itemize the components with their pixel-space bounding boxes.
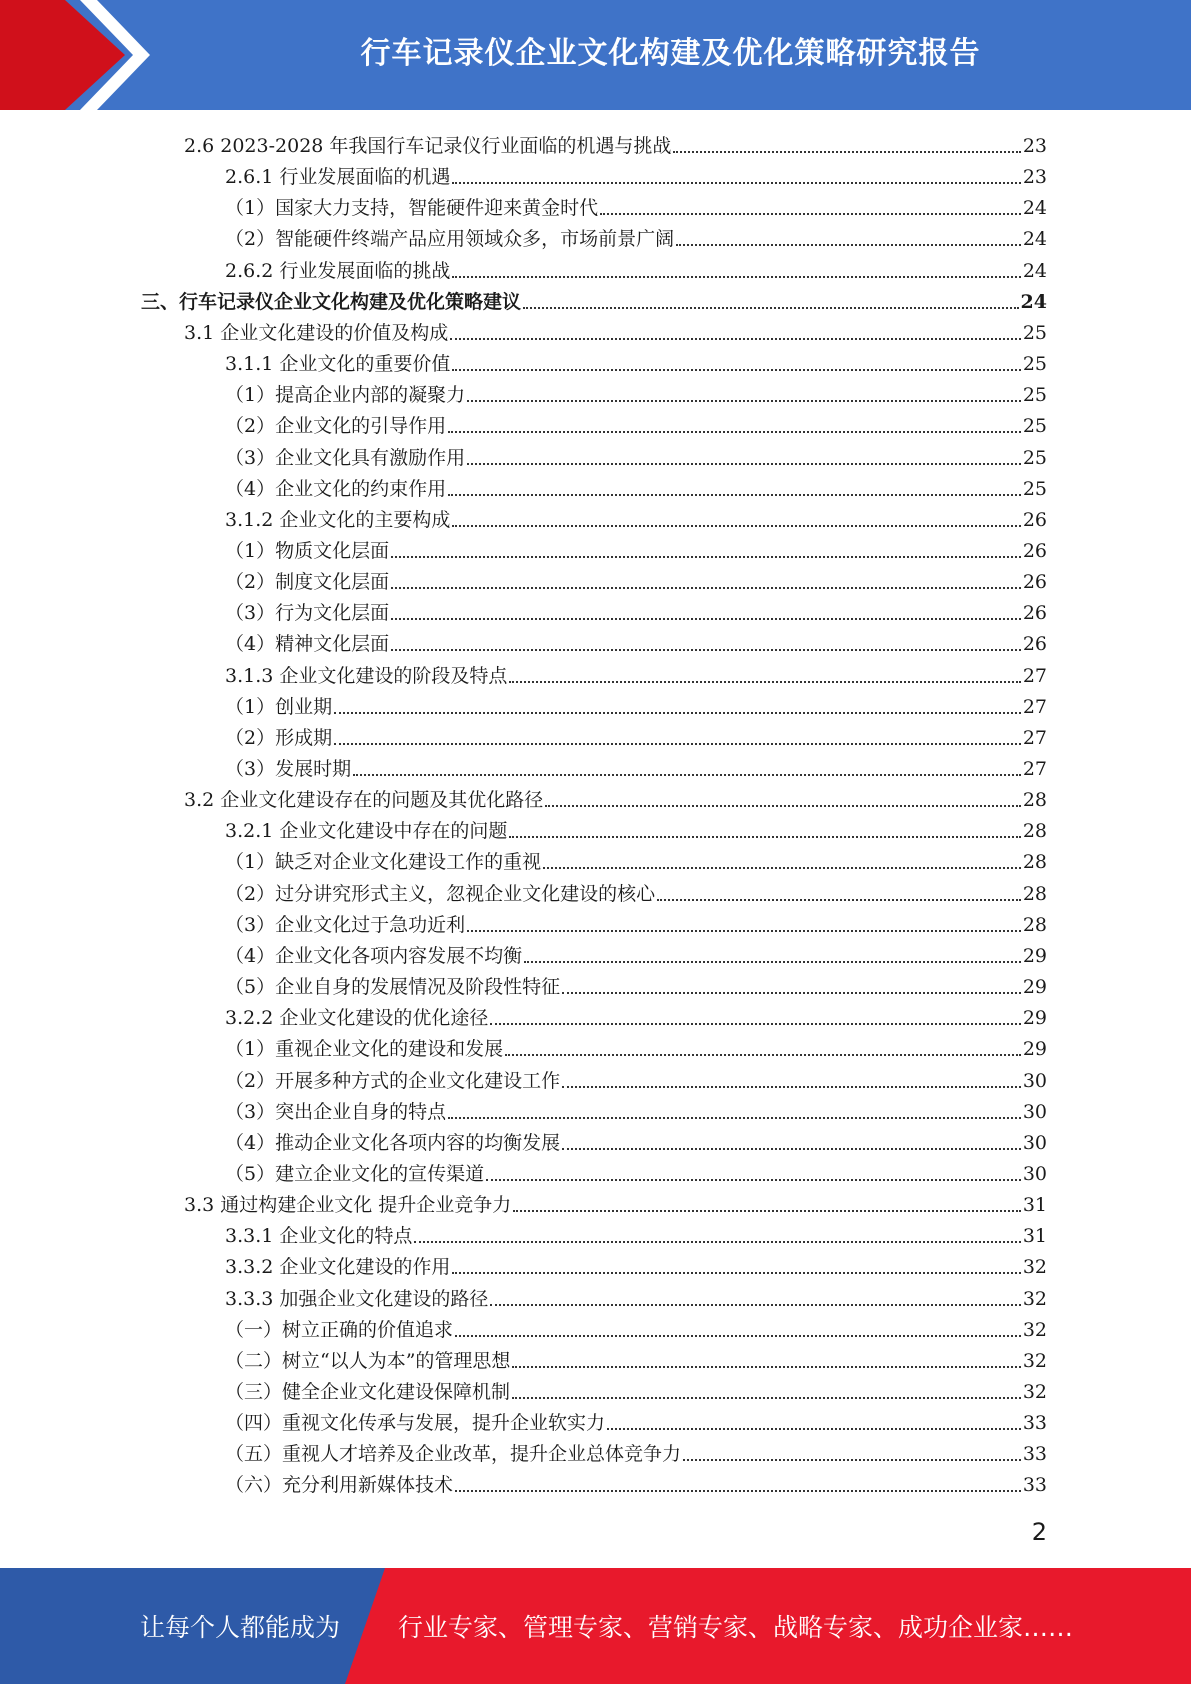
toc-dot-leader [455, 1335, 1021, 1337]
toc-entry-title: （1）重视企业文化的建设和发展 [225, 1038, 504, 1061]
toc-entry-page: 32 [1022, 1349, 1047, 1372]
toc-dot-leader [455, 1490, 1021, 1492]
toc-entry-page: 28 [1022, 851, 1047, 874]
toc-dot-leader [600, 213, 1021, 215]
toc-dot-leader [452, 182, 1020, 184]
toc-entry-page: 23 [1022, 166, 1047, 189]
toc-dot-leader [509, 681, 1020, 683]
toc-entry-title: （1）物质文化层面 [225, 539, 390, 562]
toc-entry[interactable] [225, 658, 1047, 688]
toc-entry-page: 26 [1022, 508, 1047, 531]
toc-entry-page: 25 [1022, 353, 1047, 376]
toc-entry-page: 27 [1022, 695, 1047, 718]
toc-dot-leader [467, 930, 1021, 932]
toc-dot-leader [562, 1148, 1021, 1150]
report-title: 行车记录仪企业文化构建及优化策略研究报告 [360, 36, 981, 71]
toc-dot-leader [391, 587, 1021, 589]
toc-dot-leader [334, 743, 1021, 745]
toc-dot-leader [452, 369, 1020, 371]
toc-entry[interactable] [225, 938, 1047, 968]
toc-dot-leader [673, 151, 1020, 153]
toc-entry-page: 31 [1022, 1194, 1047, 1217]
toc-entry[interactable] [225, 190, 1047, 220]
toc-entry-page: 25 [1022, 415, 1047, 438]
toc-entry[interactable] [225, 1312, 1047, 1342]
toc-entry-title: （六）充分利用新媒体技术 [225, 1474, 454, 1497]
toc-entry-page: 28 [1022, 820, 1047, 843]
footer-slogan-left: 让每个人都能成为 [140, 1613, 341, 1642]
toc-entry-page: 32 [1022, 1287, 1047, 1310]
toc-entry-page: 27 [1022, 758, 1047, 780]
toc-dot-leader [562, 992, 1021, 994]
toc-entry-title: （3）企业文化具有激励作用 [225, 446, 466, 469]
toc-entry[interactable] [184, 128, 1047, 158]
toc-entry-title: 3.2.2 企业文化建设的优化途径 [225, 1007, 489, 1030]
toc-dot-leader [512, 1397, 1021, 1399]
page-header [0, 0, 1191, 110]
toc-dot-leader [513, 1210, 1021, 1212]
toc-entry-page: 26 [1022, 633, 1047, 656]
toc-entry-title: （1）缺乏对企业文化建设工作的重视 [225, 851, 542, 874]
toc-dot-leader [490, 1304, 1020, 1306]
toc-entry-page: 25 [1022, 321, 1047, 344]
toc-dot-leader [353, 774, 1021, 776]
toc-entry[interactable] [225, 1467, 1047, 1497]
toc-entry[interactable] [184, 782, 1047, 812]
toc-entry[interactable] [225, 564, 1047, 594]
toc-entry[interactable] [225, 1031, 1047, 1061]
toc-entry-page: 31 [1022, 1225, 1047, 1248]
toc-entry-page: 28 [1022, 913, 1047, 936]
toc-entry-page: 29 [1022, 1007, 1047, 1030]
toc-entry-title: （3）突出企业自身的特点 [225, 1100, 447, 1123]
toc-entry-title: 3.1 企业文化建设的价值及构成 [184, 321, 449, 344]
toc-entry-title: 3.3 通过构建企业文化 提升企业竞争力 [184, 1194, 512, 1217]
toc-entry-title: （一）树立正确的价值追求 [225, 1318, 454, 1341]
toc-entry-page: 30 [1022, 1162, 1047, 1185]
toc-entry-page: 30 [1022, 1131, 1047, 1154]
toc-entry[interactable] [225, 844, 1047, 874]
toc-entry[interactable] [225, 1218, 1047, 1248]
toc-entry-title: （5）建立企业文化的宣传渠道 [225, 1162, 485, 1185]
toc-entry[interactable] [225, 1125, 1047, 1155]
toc-entry-title: （二）树立“以人为本”的管理思想 [225, 1349, 511, 1372]
toc-dot-leader [524, 961, 1021, 963]
toc-entry-page: 30 [1022, 1069, 1047, 1092]
toc-dot-leader [509, 836, 1020, 838]
toc-dot-leader [607, 1428, 1021, 1430]
toc-entry[interactable] [184, 1187, 1047, 1217]
toc-entry-title: （4）企业文化的约束作用 [225, 477, 447, 500]
toc-entry-title: 3.2 企业文化建设存在的问题及其优化路径 [184, 789, 544, 812]
toc-dot-leader [523, 307, 1019, 309]
toc-entry[interactable] [225, 813, 1047, 843]
toc-entry-page: 33 [1022, 1443, 1047, 1466]
toc-entry[interactable] [225, 595, 1047, 625]
toc-entry-title: 3.3.2 企业文化建设的作用 [225, 1256, 451, 1279]
toc-entry-page: 23 [1022, 135, 1047, 157]
toc-entry-page: 29 [1022, 944, 1047, 967]
toc-entry-page: 24 [1020, 290, 1047, 313]
toc-entry-page: 26 [1022, 539, 1047, 562]
toc-entry-title: （1）创业期 [225, 695, 333, 718]
toc-entry-title: （5）企业自身的发展情况及阶段性特征 [225, 976, 561, 999]
toc-entry[interactable] [225, 159, 1047, 189]
toc-entry-title: 3.1.2 企业文化的主要构成 [225, 508, 451, 531]
toc-dot-leader [391, 649, 1021, 651]
toc-dot-leader [676, 244, 1021, 246]
toc-dot-leader [467, 400, 1021, 402]
toc-entry-title: （4）精神文化层面 [225, 633, 390, 656]
toc-entry-title: 2.6.2 行业发展面临的挑战 [225, 259, 451, 282]
toc-entry[interactable] [225, 221, 1047, 251]
toc-entry-title: 3.3.1 企业文化的特点 [225, 1225, 413, 1248]
toc-entry-title: （五）重视人才培养及企业改革，提升企业总体竞争力 [225, 1443, 682, 1466]
toc-dot-leader [391, 556, 1021, 558]
toc-dot-leader [452, 525, 1020, 527]
toc-dot-leader [545, 805, 1021, 807]
toc-entry[interactable] [225, 1094, 1047, 1124]
toc-entry-title: （4）企业文化各项内容发展不均衡 [225, 944, 523, 967]
toc-entry-page: 29 [1022, 976, 1047, 999]
toc-dot-leader [486, 1179, 1021, 1181]
toc-entry-title: 2.6 2023-2028 年我国行车记录仪行业面临的机遇与挑战 [184, 135, 672, 157]
page-number: 2 [1031, 1518, 1047, 1546]
toc-entry-title: （4）推动企业文化各项内容的均衡发展 [225, 1131, 561, 1154]
toc-entry-title: （2）企业文化的引导作用 [225, 415, 447, 438]
toc-entry-title: 3.3.3 加强企业文化建设的路径 [225, 1287, 489, 1310]
toc-entry[interactable] [225, 1374, 1047, 1404]
toc-entry-page: 28 [1022, 789, 1047, 812]
toc-dot-leader [683, 1459, 1021, 1461]
toc-entry[interactable] [141, 284, 1047, 314]
toc-entry[interactable] [184, 315, 1047, 345]
toc-entry[interactable] [225, 720, 1047, 750]
page-footer [0, 1568, 1191, 1684]
toc-entry[interactable] [225, 1281, 1047, 1311]
toc-entry[interactable] [225, 1343, 1047, 1373]
toc-entry[interactable] [225, 751, 1047, 781]
toc-dot-leader [512, 1366, 1020, 1368]
toc-entry-title: 3.2.1 企业文化建设中存在的问题 [225, 820, 508, 843]
toc-entry-page: 33 [1022, 1412, 1047, 1435]
toc-entry-page: 30 [1022, 1100, 1047, 1123]
toc-entry-page: 32 [1022, 1256, 1047, 1279]
toc-entry[interactable] [225, 533, 1047, 563]
toc-entry-page: 32 [1022, 1381, 1047, 1403]
toc-entry[interactable] [225, 377, 1047, 407]
toc-entry-page: 29 [1022, 1038, 1047, 1061]
toc-entry[interactable] [225, 1063, 1047, 1093]
toc-entry-title: （1）提高企业内部的凝聚力 [225, 384, 466, 407]
toc-dot-leader [448, 494, 1021, 496]
toc-dot-leader [448, 431, 1021, 433]
toc-entry[interactable] [225, 1249, 1047, 1279]
toc-dot-leader [448, 1117, 1021, 1119]
toc-entry-title: （2）开展多种方式的企业文化建设工作 [225, 1069, 561, 1092]
toc-entry-page: 24 [1022, 197, 1047, 220]
toc-entry[interactable] [225, 876, 1047, 906]
toc-entry[interactable] [225, 346, 1047, 376]
toc-entry[interactable] [225, 969, 1047, 999]
toc-entry[interactable] [225, 440, 1047, 470]
toc-entry-title: （3）行为文化层面 [225, 602, 390, 625]
toc-entry-title: （3）发展时期 [225, 758, 352, 780]
toc-entry[interactable] [225, 1405, 1047, 1435]
toc-dot-leader [334, 712, 1021, 714]
toc-dot-leader [414, 1241, 1020, 1243]
toc-entry[interactable] [225, 471, 1047, 501]
toc-entry[interactable] [225, 1156, 1047, 1186]
toc-entry[interactable] [225, 626, 1047, 656]
toc-dot-leader [505, 1054, 1021, 1056]
toc-dot-leader [467, 463, 1021, 465]
toc-entry-page: 24 [1022, 259, 1047, 282]
toc-entry-page: 26 [1022, 571, 1047, 594]
toc-entry-page: 25 [1022, 446, 1047, 469]
toc-entry-title: （2）智能硬件终端产品应用领域众多，市场前景广阔 [225, 228, 675, 251]
toc-entry-title: 2.6.1 行业发展面临的机遇 [225, 166, 451, 189]
toc-entry[interactable] [225, 907, 1047, 937]
toc-entry-page: 33 [1022, 1474, 1047, 1497]
toc-dot-leader [391, 618, 1021, 620]
toc-entry-title: 三、行车记录仪企业文化构建及优化策略建议 [141, 290, 522, 313]
toc-dot-leader [657, 899, 1021, 901]
toc-entry-page: 25 [1022, 384, 1047, 407]
toc-dot-leader [490, 1023, 1020, 1025]
toc-entry-page: 24 [1022, 228, 1047, 251]
toc-dot-leader [450, 338, 1021, 340]
toc-entry[interactable] [225, 1436, 1047, 1466]
toc-entry-page: 26 [1022, 602, 1047, 625]
toc-entry-title: （3）企业文化过于急功近利 [225, 913, 466, 936]
toc-entry-title: （2）制度文化层面 [225, 571, 390, 594]
toc-entry-page: 27 [1022, 664, 1047, 687]
toc-dot-leader [562, 1086, 1021, 1088]
toc-entry-title: 3.1.3 企业文化建设的阶段及特点 [225, 664, 508, 687]
toc-entry-title: （三）健全企业文化建设保障机制 [225, 1381, 511, 1403]
toc-entry-title: 3.1.1 企业文化的重要价值 [225, 353, 451, 376]
toc-dot-leader [543, 867, 1021, 869]
toc-entry-title: （2）过分讲究形式主义，忽视企业文化建设的核心 [225, 882, 656, 905]
toc-entry-title: （四）重视文化传承与发展，提升企业软实力 [225, 1412, 606, 1435]
toc-dot-leader [452, 276, 1020, 278]
toc-entry-page: 27 [1022, 726, 1047, 749]
toc-entry-page: 25 [1022, 477, 1047, 500]
toc-entry[interactable] [225, 1000, 1047, 1030]
toc-entry[interactable] [225, 408, 1047, 438]
toc-entry[interactable] [225, 502, 1047, 532]
footer-slogan-right: 行业专家、管理专家、营销专家、战略专家、成功企业家…… [398, 1613, 1074, 1642]
toc-entry[interactable] [225, 689, 1047, 719]
toc-dot-leader [452, 1272, 1020, 1274]
toc-entry-page: 28 [1022, 882, 1047, 905]
toc-entry-page: 32 [1022, 1318, 1047, 1341]
toc-entry-title: （2）形成期 [225, 726, 333, 749]
toc-entry[interactable] [225, 253, 1047, 283]
toc-entry-title: （1）国家大力支持，智能硬件迎来黄金时代 [225, 197, 599, 220]
